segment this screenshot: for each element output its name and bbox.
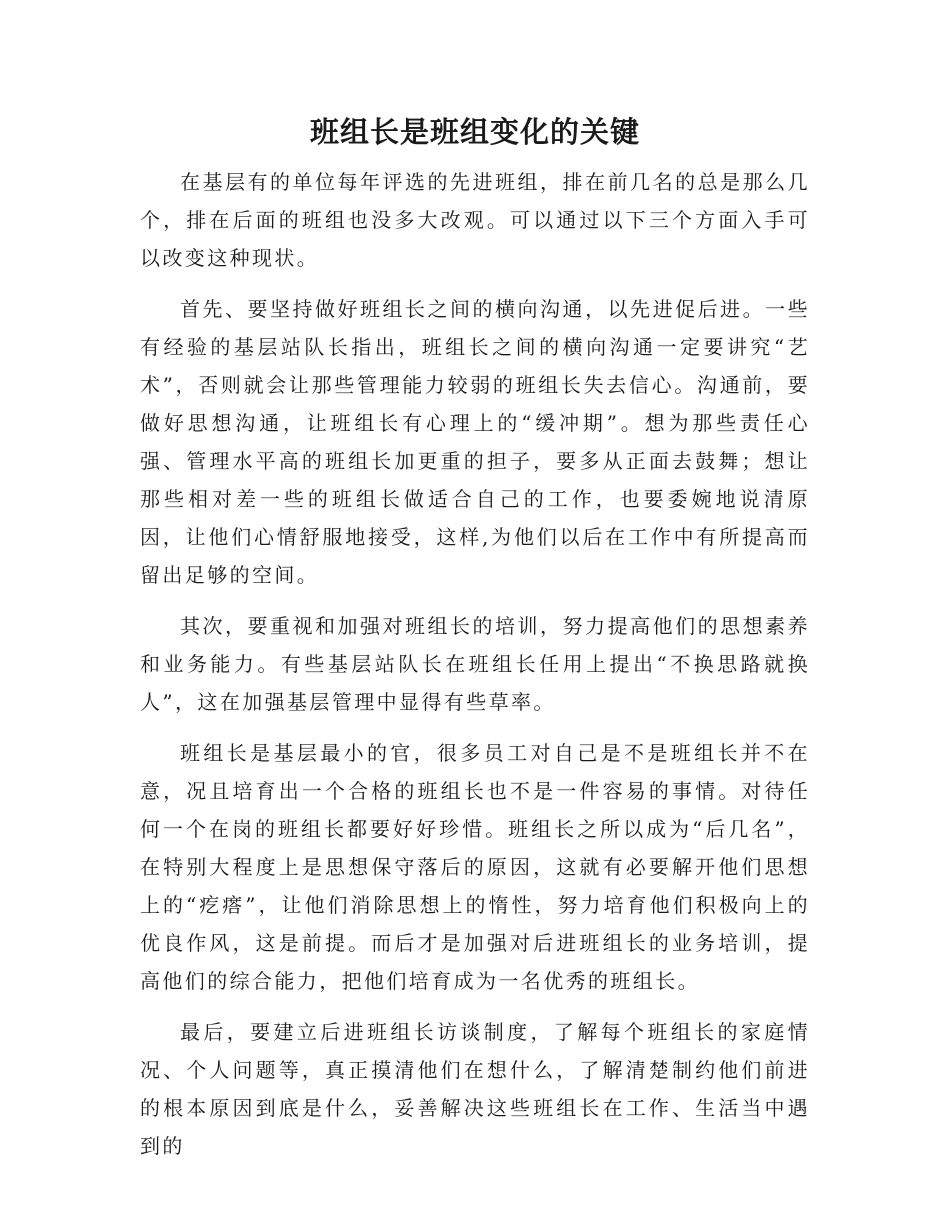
- document-title: 班组长是班组变化的关键: [309, 115, 640, 149]
- paragraph-first-point: 首先、要坚持做好班组长之间的横向沟通，以先进促后进。一些有经验的基层站队长指出，班组长之间的横向沟通一定要讲究“艺术”，否则就会让那些管理能力较弱的班组长失去信心。沟通前，要做好思想沟通，让班组长有心理上的“缓冲期”。想为那些责任心强、管理水平高的班组长加更重的担子，要多从正面去鼓舞；想让那些相对差一些的班组长做适合自己的工作，也要委婉地说清原因，让他们心情舒服地接受，这样,为他们以后在工作中有所提高而留出足够的空间。: [140, 297, 810, 587]
- paragraph-last-point: 最后，要建立后进班组长访谈制度，了解每个班组长的家庭情况、个人问题等，真正摸清他们在想什么，了解清楚制约他们前进的根本原因到底是什么，妥善解决这些班组长在工作、生活当中遇到的: [140, 1020, 810, 1158]
- document-body: [140, 163, 810, 1178]
- paragraph-intro: 在基层有的单位每年评选的先进班组，排在前几名的总是那么几个，排在后面的班组也没多大改观。可以通过以下三个方面入手可以改变这种现状。: [140, 170, 810, 270]
- paragraph-team-leader: 班组长是基层最小的官，很多员工对自己是不是班组长并不在意，况且培育出一个合格的班组长也不是一件容易的事情。对待任何一个在岗的班组长都要好好珍惜。班组长之所以成为“后几名”，在特别大程度上是思想保守落后的原因，这就有必要解开他们思想上的“疙瘩”，让他们消除思想上的惰性，努力培育他们积极向上的优良作风，这是前提。而后才是加强对后进班组长的业务培训，提高他们的综合能力，把他们培育成为一名优秀的班组长。: [140, 741, 810, 993]
- paragraph-second-point: 其次，要重视和加强对班组长的培训，努力提高他们的思想素养和业务能力。有些基层站队长在班组长任用上提出“不换思路就换人”，这在加强基层管理中显得有些草率。: [140, 614, 810, 714]
